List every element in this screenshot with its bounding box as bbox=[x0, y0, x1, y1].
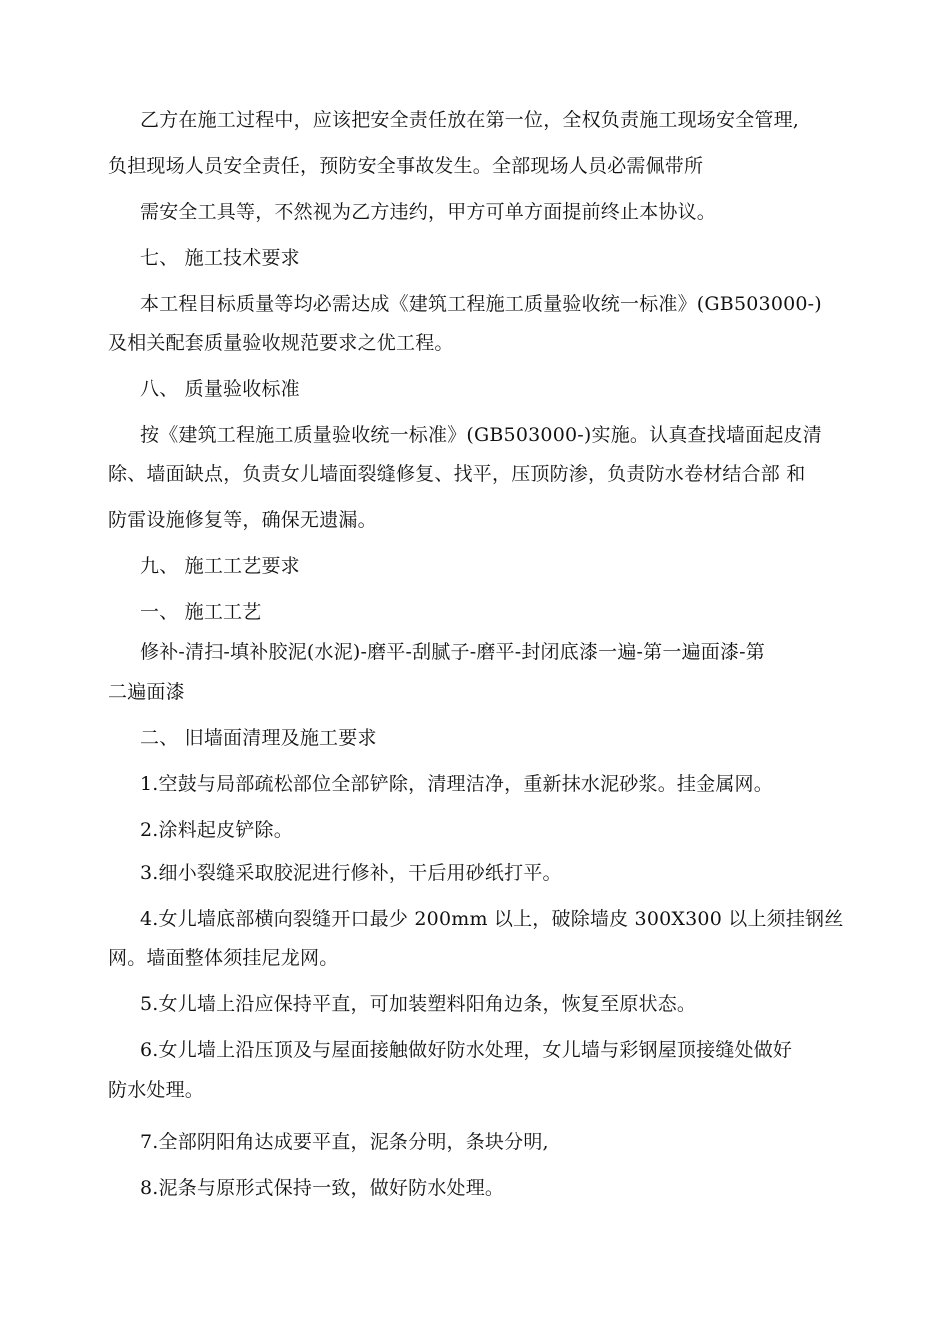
paragraph-line: 需安全工具等，不然视为乙方违约，甲方可单方面提前终止本协议。 bbox=[140, 201, 717, 223]
list-item: 7.全部阴阳角达成要平直，泥条分明，条块分明, bbox=[140, 1131, 549, 1153]
list-item: 4.女儿墙底部横向裂缝开口最少 200mm 以上，破除墙皮 300X300 以上须挂钢丝 bbox=[140, 908, 844, 930]
section-heading: 八、 质量验收标准 bbox=[140, 378, 300, 400]
list-item: 8.泥条与原形式保持一致，做好防水处理。 bbox=[140, 1177, 505, 1199]
paragraph-line: 按《建筑工程施工质量验收统一标准》(GB503000-)实施。认真查找墙面起皮清 bbox=[140, 424, 822, 446]
paragraph-line: 二遍面漆 bbox=[108, 681, 185, 703]
list-item: 2.涂料起皮铲除。 bbox=[140, 819, 293, 841]
list-item: 6.女儿墙上沿压顶及与屋面接触做好防水处理，女儿墙与彩钢屋顶接缝处做好 bbox=[140, 1039, 793, 1061]
list-item: 5.女儿墙上沿应保持平直，可加装塑料阳角边条，恢复至原状态。 bbox=[140, 993, 697, 1015]
subsection-heading: 一、 施工工艺 bbox=[140, 601, 262, 623]
subsection-heading: 二、 旧墙面清理及施工要求 bbox=[140, 727, 377, 749]
list-item: 3.细小裂缝采取胶泥进行修补，干后用砂纸打平。 bbox=[140, 862, 562, 884]
list-item-continuation: 防水处理。 bbox=[108, 1079, 205, 1101]
paragraph-line: 及相关配套质量验收规范要求之优工程。 bbox=[108, 332, 454, 354]
paragraph-line: 修补-清扫-填补胶泥(水泥)-磨平-刮腻子-磨平-封闭底漆一遍-第一遍面漆-第 bbox=[140, 641, 765, 663]
paragraph-line: 乙方在施工过程中，应该把安全责任放在第一位，全权负责施工现场安全管理, bbox=[140, 109, 800, 131]
section-heading: 七、 施工技术要求 bbox=[140, 247, 300, 269]
paragraph-line: 负担现场人员安全责任，预防安全事故发生。全部现场人员必需佩带所 bbox=[108, 155, 704, 177]
paragraph-line: 本工程目标质量等均必需达成《建筑工程施工质量验收统一标准》(GB503000-) bbox=[140, 293, 822, 315]
list-item: 1.空鼓与局部疏松部位全部铲除，清理洁净，重新抹水泥砂浆。挂金属网。 bbox=[140, 773, 773, 795]
paragraph-line: 防雷设施修复等，确保无遗漏。 bbox=[108, 509, 377, 531]
list-item-continuation: 网。墙面整体须挂尼龙网。 bbox=[108, 947, 339, 969]
section-heading: 九、 施工工艺要求 bbox=[140, 555, 300, 577]
paragraph-line: 除、墙面缺点，负责女儿墙面裂缝修复、找平，压顶防渗，负责防水卷材结合部 和 bbox=[108, 463, 806, 485]
